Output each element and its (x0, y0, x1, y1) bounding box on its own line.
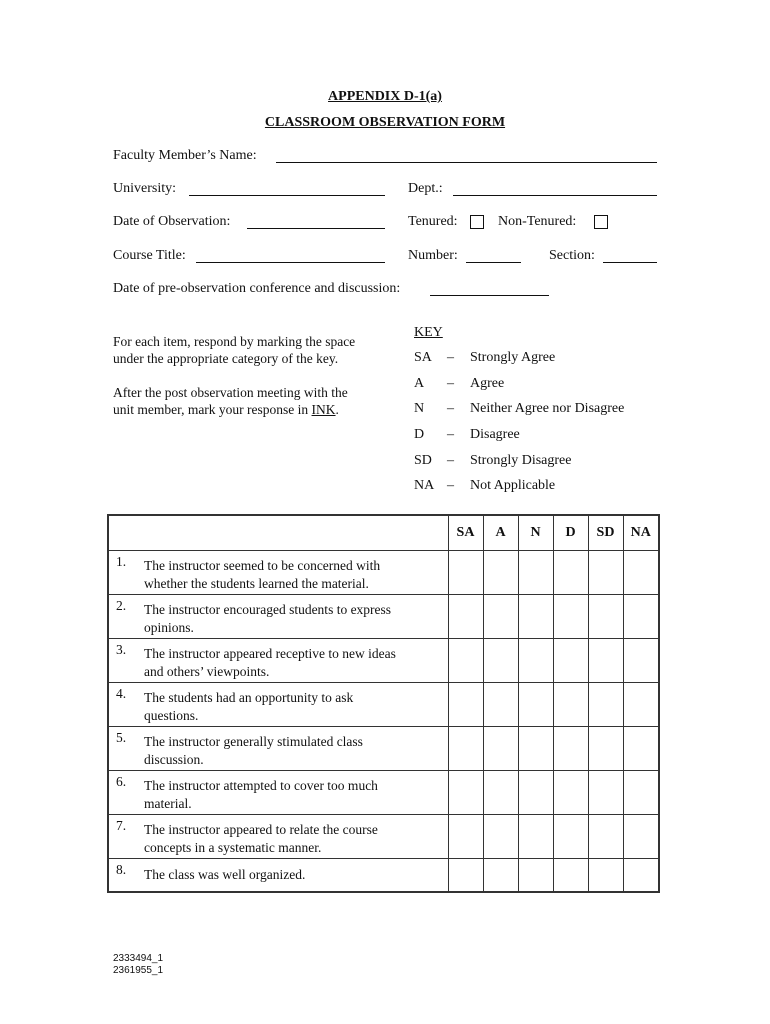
response-cell-sd[interactable] (588, 859, 623, 893)
response-cell-sa[interactable] (448, 551, 483, 595)
key-abbr: SA (414, 350, 432, 365)
question-cell (108, 771, 448, 815)
response-cell-sa[interactable] (448, 727, 483, 771)
response-cell-na[interactable] (623, 683, 659, 727)
section-field[interactable] (603, 262, 657, 263)
key-meaning: Strongly Agree (470, 350, 556, 365)
response-cell-d[interactable] (553, 859, 588, 893)
section-label: Section: (549, 248, 595, 263)
response-cell-n[interactable] (518, 551, 553, 595)
key-abbr: NA (414, 478, 435, 493)
response-cell-sd[interactable] (588, 815, 623, 859)
response-cell-sa[interactable] (448, 859, 483, 893)
table-header-row (108, 515, 659, 551)
ink-emphasis: INK (311, 402, 336, 417)
table-row (108, 727, 659, 771)
pre-observation-field[interactable] (430, 295, 549, 296)
question-line: The instructor seemed to be concerned with (144, 558, 381, 573)
response-cell-d[interactable] (553, 639, 588, 683)
response-cell-a[interactable] (483, 727, 518, 771)
dept-label: Dept.: (408, 181, 443, 196)
table-row (108, 815, 659, 859)
key-abbr: A (414, 376, 425, 391)
response-cell-sa[interactable] (448, 771, 483, 815)
response-cell-n[interactable] (518, 771, 553, 815)
response-cell-a[interactable] (483, 639, 518, 683)
non-tenured-checkbox[interactable] (594, 215, 608, 229)
number-field[interactable] (466, 262, 521, 263)
response-cell-sa[interactable] (448, 639, 483, 683)
question-number: 1. (116, 554, 127, 569)
response-cell-a[interactable] (483, 815, 518, 859)
response-cell-d[interactable] (553, 727, 588, 771)
key-abbr: SD (414, 453, 432, 468)
key-dash: – (447, 401, 454, 416)
faculty-name-field[interactable] (276, 162, 657, 163)
question-line: discussion. (144, 752, 204, 767)
instructions-text: unit member, mark your response in (113, 402, 312, 417)
instructions-para-1 (113, 333, 355, 367)
response-cell-na[interactable] (623, 859, 659, 893)
question-number: 4. (116, 686, 127, 701)
response-cell-d[interactable] (553, 595, 588, 639)
response-cell-n[interactable] (518, 683, 553, 727)
response-cell-a[interactable] (483, 771, 518, 815)
response-cell-d[interactable] (553, 683, 588, 727)
university-field[interactable] (189, 195, 385, 196)
key-abbr: D (414, 427, 425, 442)
response-cell-na[interactable] (623, 771, 659, 815)
response-cell-n[interactable] (518, 595, 553, 639)
question-line: The instructor attempted to cover too much (144, 778, 378, 793)
question-line: The students had an opportunity to ask (144, 690, 354, 705)
question-line: The instructor appeared to relate the course (144, 822, 378, 837)
question-text (144, 866, 442, 884)
key-meaning: Not Applicable (470, 478, 556, 493)
key-meaning: Agree (470, 376, 505, 391)
question-line: The class was well organized. (144, 867, 306, 882)
key-meaning: Neither Agree nor Disagree (470, 401, 625, 416)
question-line: The instructor generally stimulated class (144, 734, 363, 749)
table-row (108, 771, 659, 815)
column-header-na: NA (623, 515, 659, 551)
column-header-sa: SA (448, 515, 483, 551)
response-cell-d[interactable] (553, 551, 588, 595)
question-text (144, 601, 442, 637)
response-cell-a[interactable] (483, 683, 518, 727)
column-header-n: N (518, 515, 553, 551)
question-line: opinions. (144, 620, 194, 635)
response-cell-n[interactable] (518, 639, 553, 683)
instructions-period: . (335, 402, 339, 417)
column-header-a: A (483, 515, 518, 551)
instructions-line: under the appropriate category of the key. (113, 351, 339, 366)
course-title-field[interactable] (196, 262, 385, 263)
response-cell-na[interactable] (623, 727, 659, 771)
question-cell (108, 595, 448, 639)
response-cell-sd[interactable] (588, 683, 623, 727)
question-text (144, 557, 442, 593)
question-text (144, 821, 442, 857)
key-heading: KEY (414, 325, 443, 340)
response-cell-sa[interactable] (448, 815, 483, 859)
document-id-footer (113, 953, 163, 977)
appendix-title: APPENDIX D-1(a) (328, 89, 442, 104)
question-number: 6. (116, 774, 127, 789)
date-observation-field[interactable] (247, 228, 385, 229)
number-label: Number: (408, 248, 458, 263)
key-dash: – (447, 350, 454, 365)
response-cell-sa[interactable] (448, 683, 483, 727)
question-cell (108, 639, 448, 683)
response-cell-sd[interactable] (588, 639, 623, 683)
response-cell-d[interactable] (553, 815, 588, 859)
question-cell (108, 683, 448, 727)
response-cell-na[interactable] (623, 815, 659, 859)
response-cell-n[interactable] (518, 859, 553, 893)
form-title: CLASSROOM OBSERVATION FORM (264, 115, 506, 130)
response-cell-a[interactable] (483, 551, 518, 595)
response-cell-na[interactable] (623, 595, 659, 639)
response-cell-n[interactable] (518, 727, 553, 771)
question-line: The instructor appeared receptive to new ideas (144, 646, 396, 661)
table-row (108, 859, 659, 893)
instructions-line (113, 401, 348, 418)
question-number: 8. (116, 862, 127, 877)
response-cell-a[interactable] (483, 859, 518, 893)
question-cell (108, 727, 448, 771)
column-header-d: D (553, 515, 588, 551)
question-text (144, 689, 442, 725)
question-line: concepts in a systematic manner. (144, 840, 322, 855)
key-dash: – (447, 453, 454, 468)
date-observation-label: Date of Observation: (113, 214, 231, 229)
response-cell-na[interactable] (623, 639, 659, 683)
question-line: whether the students learned the material. (144, 576, 369, 591)
document-id: 2361955_1 (113, 965, 164, 976)
document-id: 2333494_1 (113, 953, 164, 964)
key-meaning: Disagree (470, 427, 520, 442)
instructions-line: After the post observation meeting with the (113, 385, 348, 400)
response-cell-sa[interactable] (448, 595, 483, 639)
key-dash: – (447, 376, 454, 391)
question-text (144, 777, 442, 813)
question-line: material. (144, 796, 192, 811)
response-cell-sd[interactable] (588, 771, 623, 815)
table-row (108, 639, 659, 683)
question-cell (108, 859, 448, 893)
university-label: University: (113, 181, 176, 196)
key-meaning: Strongly Disagree (470, 453, 572, 468)
header-blank (108, 515, 448, 551)
response-cell-sd[interactable] (588, 595, 623, 639)
question-cell (108, 551, 448, 595)
response-cell-sd[interactable] (588, 551, 623, 595)
course-title-label: Course Title: (113, 248, 186, 263)
key-abbr: N (414, 401, 425, 416)
response-cell-na[interactable] (623, 551, 659, 595)
response-cell-d[interactable] (553, 771, 588, 815)
pre-observation-label: Date of pre-observation conference and discussion: (113, 281, 401, 296)
table-row (108, 683, 659, 727)
observation-table (107, 514, 660, 893)
response-cell-sd[interactable] (588, 727, 623, 771)
question-number: 3. (116, 642, 127, 657)
key-dash: – (447, 478, 454, 493)
dept-field[interactable] (453, 195, 657, 196)
key-dash: – (447, 427, 454, 442)
question-line: and others’ viewpoints. (144, 664, 270, 679)
column-header-sd: SD (588, 515, 623, 551)
tenured-label: Tenured: (408, 214, 458, 229)
non-tenured-label: Non-Tenured: (498, 214, 577, 229)
tenured-checkbox[interactable] (470, 215, 484, 229)
question-cell (108, 815, 448, 859)
instructions-para-2 (113, 384, 348, 418)
question-line: questions. (144, 708, 199, 723)
response-cell-n[interactable] (518, 815, 553, 859)
table-row (108, 595, 659, 639)
table-row (108, 551, 659, 595)
question-text (144, 733, 442, 769)
question-number: 7. (116, 818, 127, 833)
faculty-name-label: Faculty Member’s Name: (113, 148, 257, 163)
question-number: 5. (116, 730, 127, 745)
question-text (144, 645, 442, 681)
response-cell-a[interactable] (483, 595, 518, 639)
question-line: The instructor encouraged students to express (144, 602, 392, 617)
question-number: 2. (116, 598, 127, 613)
instructions-line: For each item, respond by marking the space (113, 334, 356, 349)
